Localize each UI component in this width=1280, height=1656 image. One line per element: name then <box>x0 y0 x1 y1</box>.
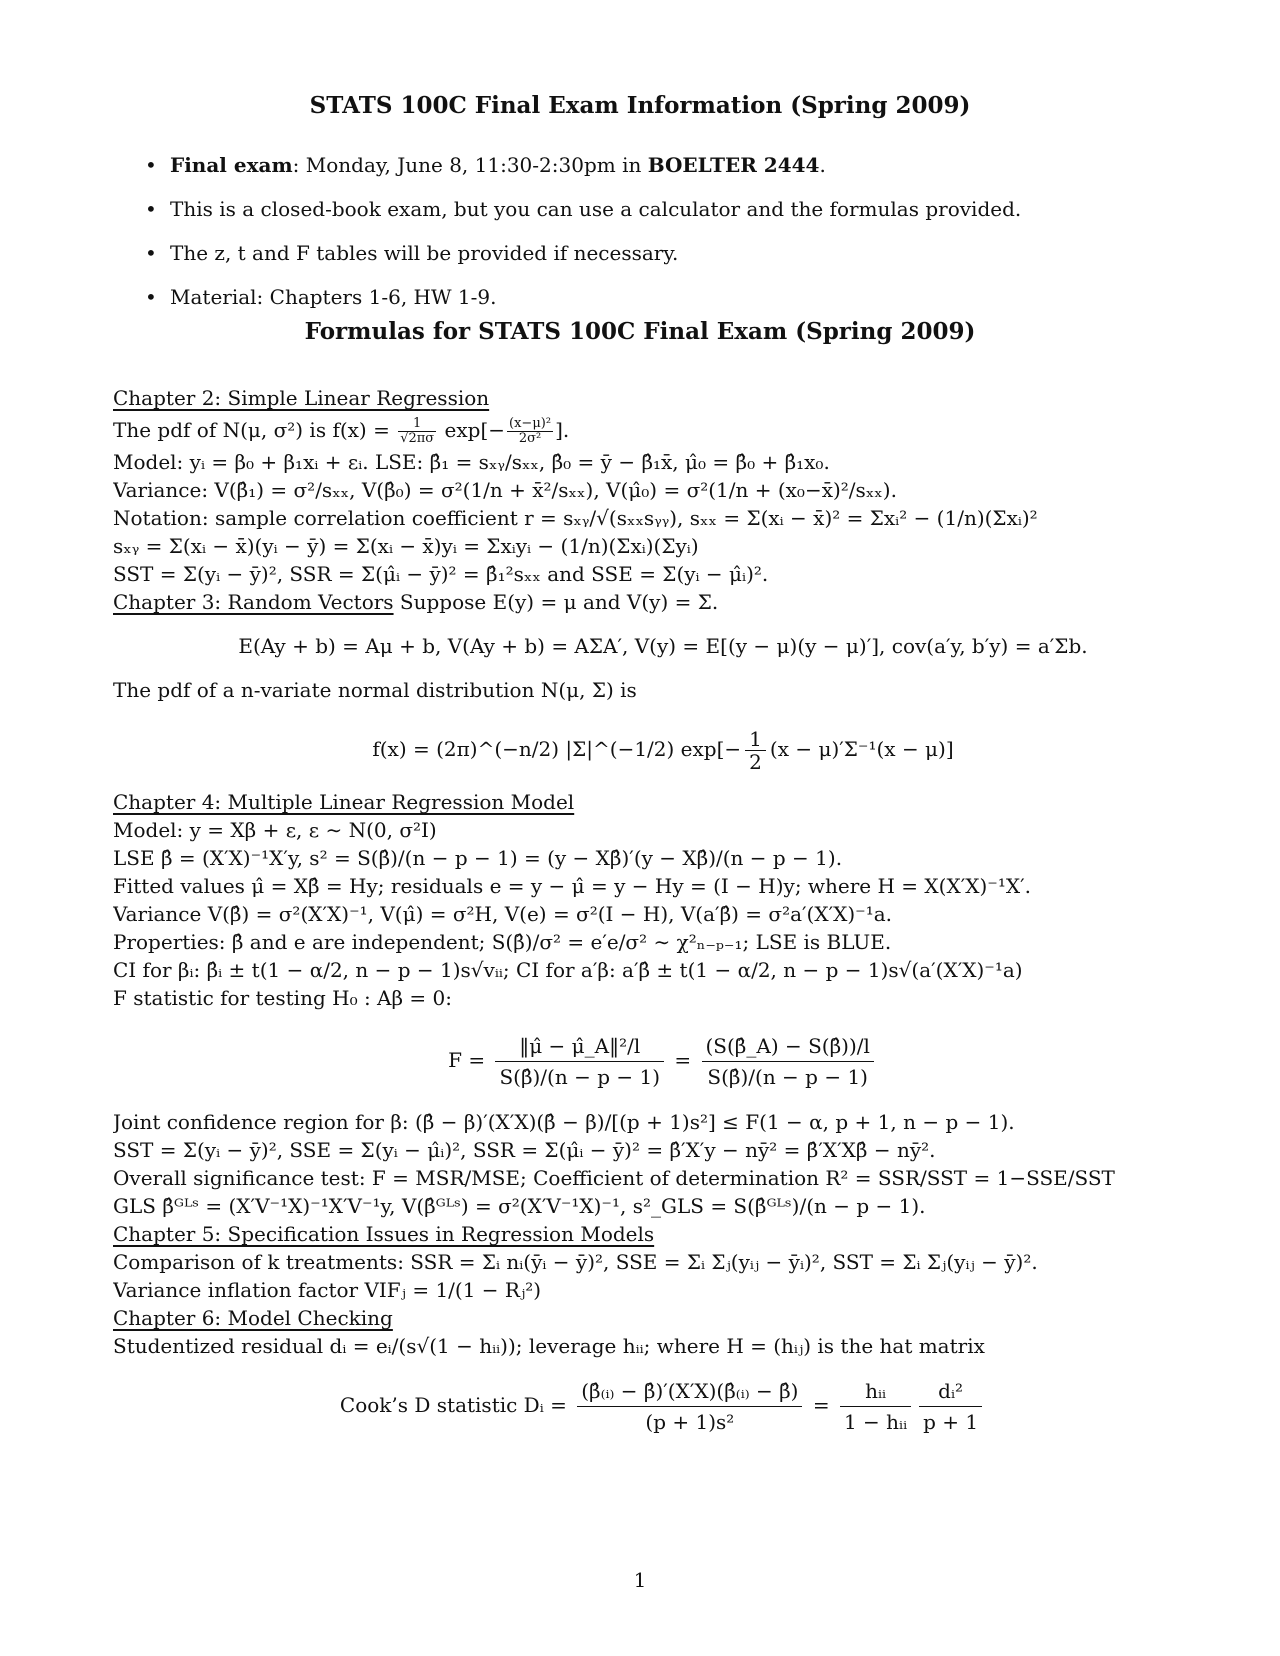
exam-info-list <box>145 150 1021 326</box>
ch3-half-fraction: $\frac{1}{2}$ <box>745 728 766 773</box>
ch6-studentized-line: Studentized residual dᵢ = eᵢ/(s√(1 − hᵢᵢ)); leverage hᵢᵢ; where H = (hᵢⱼ) is the hat matrix <box>113 1334 985 1358</box>
exam-text: : Monday, June 8, 11:30-2:30pm in <box>292 153 648 177</box>
ch2-sxy-line: sₓᵧ = Σ(xᵢ − x̄)(yᵢ − ȳ) = Σ(xᵢ − x̄)yᵢ = Σxᵢyᵢ − (1/n)(Σxᵢ)(Σyᵢ) <box>113 534 699 558</box>
ch2-variance-line: Variance: V(β̂₁) = σ²/sₓₓ, V(β̂₀) = σ²(1/n + x̄²/sₓₓ), V(μ̂₀) = σ²(1/n + (x₀−x̄)²/sₓₓ). <box>113 478 897 502</box>
chapter-5-heading: Chapter 5: Specification Issues in Regression Models <box>113 1222 655 1246</box>
page-number: 1 <box>633 1568 647 1592</box>
info-item-exam <box>145 150 1021 194</box>
ch4-properties-line: Properties: β̂ and e are independent; S(β̂)/σ² = e′e/σ² ∼ χ²ₙ₋ₚ₋₁; LSE is BLUE. <box>113 930 892 954</box>
chapter-4-heading: Chapter 4: Multiple Linear Regression Model <box>113 790 575 814</box>
ch4-variance-line: Variance V(β̂) = σ²(X′X)⁻¹, V(μ̂) = σ²H, V(e) = σ²(I − H), V(a′β̂) = σ²a′(X′X)⁻¹a. <box>113 902 893 926</box>
ch4-gls-line: GLS β̂ᴳᴸˢ = (X′V⁻¹X)⁻¹X′V⁻¹y, V(β̂ᴳᴸˢ) = σ²(X′V⁻¹X)⁻¹, s²_GLS = S(β̂ᴳᴸˢ)/(n − p − 1). <box>113 1194 926 1218</box>
ch2-model-line: Model: yᵢ = β₀ + β₁xᵢ + εᵢ. LSE: β̂₁ = sₓᵧ/sₓₓ, β̂₀ = ȳ − β̂₁x̄, μ̂₀ = β̂₀ + β̂₁x₀. <box>113 450 830 474</box>
ch2-sst-line: SST = Σ(yᵢ − ȳ)², SSR = Σ(μ̂ᵢ − ȳ)² = β̂₁²sₓₓ and SSE = Σ(yᵢ − μ̂ᵢ)². <box>113 562 769 586</box>
ch6-cook-display: Cook’s D statistic Dᵢ = $\frac{\text{(β̂₍ᵢ₎ − β̂)′(X′X)(β̂₍ᵢ₎ − β̂)}}{\text{(p + 1)s²}}$ = $\frac{\text{hᵢᵢ}}{\text{1 − hᵢᵢ}}$ $\frac{\text{dᵢ²}}{p + 1}$ <box>113 1360 1213 1450</box>
ch4-overall-line: Overall significance test: F = MSR/MSE; Coefficient of determination R² = SSR/SST = 1−SSE/SST <box>113 1166 1115 1190</box>
ch2-pdf-exp-fraction: $\frac{\text{(x−μ)²}}{\text{2σ²}}$ <box>509 416 552 446</box>
ch4-ci-line: CI for βᵢ: β̂ᵢ ± t(1 − α/2, n − p − 1)s√vᵢᵢ; CI for a′β: a′β̂ ± t(1 − α/2, n − p − 1)s√(a′(X′X)⁻¹a) <box>113 958 1023 982</box>
chapter-3-line: Chapter 3: Random Vectors Suppose E(y) = μ and V(y) = Σ. <box>113 590 719 614</box>
chapter-2-heading: Chapter 2: Simple Linear Regression <box>113 386 490 410</box>
formulas-title: Formulas for STATS 100C Final Exam (Spring 2009) <box>304 318 976 345</box>
ch4-f-fraction-2: $\frac{(S(\betâ\_A) - S(\betâ))/l}{S(\betâ)/(n - p - 1)}$ <box>702 1031 874 1092</box>
ch5-comparison-line: Comparison of k treatments: SSR = Σᵢ nᵢ(ȳᵢ − ȳ)², SSE = Σᵢ Σⱼ(yᵢⱼ − ȳᵢ)², SST = Σᵢ Σⱼ(yᵢⱼ − ȳ)². <box>113 1250 1038 1274</box>
ch6-cook-fraction-1: $\frac{\text{(β̂₍ᵢ₎ − β̂)′(X′X)(β̂₍ᵢ₎ − β̂)}}{\text{(p + 1)s²}}$ <box>577 1376 802 1437</box>
ch3-pdf-display: f(x) = (2π)^(−n/2) |Σ|^(−1/2) exp[− $\frac{1}{2}$ (x − μ)′Σ⁻¹(x − μ)] <box>372 727 954 774</box>
ch2-pdf-fraction: $\frac{1}{√2\pi\sigma}$ <box>400 416 435 446</box>
info-item-material: • Material: Chapters 1-6, HW 1-9. <box>145 282 1021 326</box>
ch4-model-line: Model: y = Xβ + ε, ε ∼ N(0, σ²I) <box>113 818 437 842</box>
ch4-joint-line: Joint confidence region for β: (β̂ − β)′(X′X)(β̂ − β)/[(p + 1)s²] ≤ F(1 − α, p + 1, n − p − 1). <box>113 1110 1015 1134</box>
ch4-fitted-line: Fitted values μ̂ = Xβ̂ = Hy; residuals e = y − μ̂ = y − Hy = (I − H)y; where H = X(X′X)⁻¹X′. <box>113 874 1031 898</box>
exam-room: BOELTER 2444 <box>647 153 820 177</box>
ch6-cook-fraction-2: $\frac{\text{hᵢᵢ}}{\text{1 − hᵢᵢ}}$ <box>840 1376 911 1437</box>
ch4-f-display: F = $\frac{\text{‖μ̂ − μ̂\_A‖²/l}}{S(\betâ)/(n - p - 1)}$ = $\frac{(S(\betâ\_A) - S(\betâ))/l}{S(\betâ)/(n - p - 1)}$ <box>113 1012 1213 1108</box>
ch4-fstat-line: F statistic for testing H₀ : Aβ = 0: <box>113 986 452 1010</box>
ch3-display-equation: E(Ay + b) = Aμ + b, V(Ay + b) = AΣA′, V(y) = E[(y − μ)(y − μ)′], cov(a′y, b′y) = a′Σb. <box>238 634 1088 658</box>
chapter-3-heading: Chapter 3: Random Vectors <box>113 590 394 614</box>
ch4-sst-line: SST = Σ(yᵢ − ȳ)², SSE = Σ(yᵢ − μ̂ᵢ)², SSR = Σ(μ̂ᵢ − ȳ)² = β̂′X′y − nȳ² = β̂′X′Xβ̂ − nȳ². <box>113 1138 936 1162</box>
formulas-body <box>113 384 1213 1450</box>
info-item-tables: • The z, t and F tables will be provided if necessary. <box>145 238 1021 282</box>
exam-end: . <box>819 153 826 177</box>
page-title: STATS 100C Final Exam Information (Spring 2009) <box>309 92 971 119</box>
ch3-pdf-text: The pdf of a n-variate normal distribution N(μ, Σ) is <box>113 678 637 702</box>
exam-label: Final exam <box>170 153 293 177</box>
info-item-closed-book: • This is a closed-book exam, but you can use a calculator and the formulas provided. <box>145 194 1021 238</box>
ch6-cook-fraction-3: $\frac{\text{dᵢ²}}{p + 1}$ <box>919 1376 982 1437</box>
ch5-vif-line: Variance inflation factor VIFⱼ = 1/(1 − Rⱼ²) <box>113 1278 542 1302</box>
ch2-notation-line: Notation: sample correlation coefficient r = sₓᵧ/√(sₓₓsᵧᵧ), sₓₓ = Σ(xᵢ − x̄)² = Σxᵢ² − (1/n)(Σxᵢ)² <box>113 506 1038 530</box>
ch2-pdf-line: The pdf of N(μ, σ²) is f(x) = $\frac{1}{√2\pi\sigma}$ exp[− $\frac{\text{(x−μ)²}}{\text{2σ²}}$ ]. <box>113 416 570 446</box>
chapter-6-heading: Chapter 6: Model Checking <box>113 1306 393 1330</box>
ch4-f-fraction-1: $\frac{\text{‖μ̂ − μ̂\_A‖²/l}}{S(\betâ)/(n - p - 1)}$ <box>495 1031 664 1092</box>
ch4-lse-line: LSE β̂ = (X′X)⁻¹X′y, s² = S(β̂)/(n − p − 1) = (y − Xβ̂)′(y − Xβ̂)/(n − p − 1). <box>113 846 843 870</box>
